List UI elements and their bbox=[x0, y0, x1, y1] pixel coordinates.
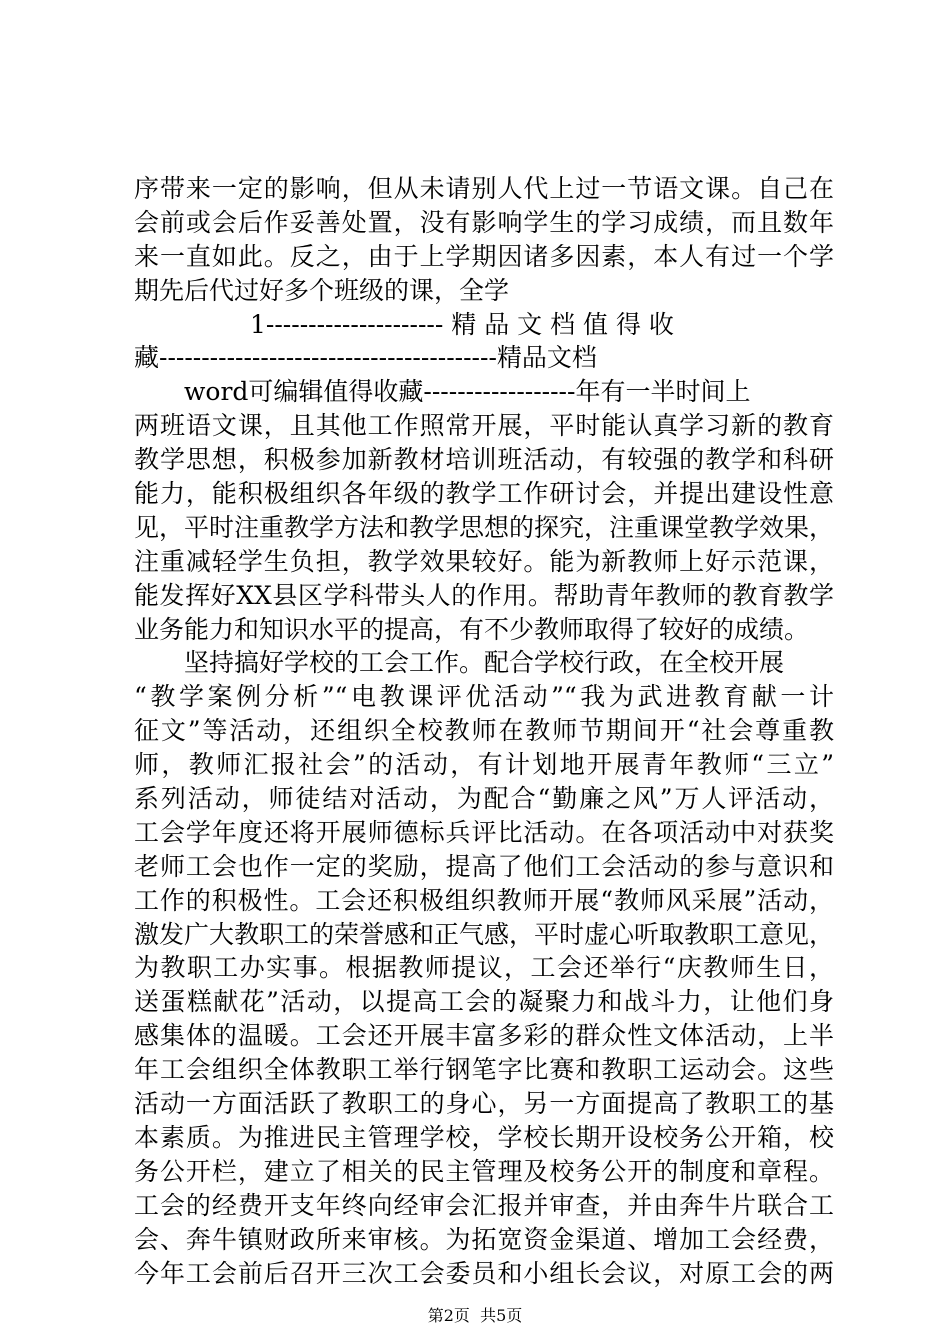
text-line: 师，教师汇报社会”的活动，有计划地开展青年教师“三立” bbox=[134, 750, 834, 780]
text-line: 工会的经费开支年终向经审会汇报并审查，并由奔牛片联合工 bbox=[134, 1190, 834, 1220]
text-line: 年工会组织全体教职工举行钢笔字比赛和教职工运动会。这些 bbox=[134, 1055, 834, 1085]
text-line: 见，平时注重教学方法和教学思想的探究，注重课堂教学效果， bbox=[134, 512, 834, 542]
text-line: 会前或会后作妥善处置，没有影响学生的学习成绩，而且数年 bbox=[134, 207, 834, 237]
text-line: 本素质。为推进民主管理学校，学校长期开设校务公开箱，校 bbox=[134, 1122, 834, 1152]
text-line: 感集体的温暖。工会还开展丰富多彩的群众性文体活动，上半 bbox=[134, 1021, 834, 1051]
text-line: 期先后代过好多个班级的课，全学 bbox=[134, 275, 510, 305]
text-line: word可编辑值得收藏------------------年有一半时间上 bbox=[184, 377, 751, 407]
text-line: 会、奔牛镇财政所来审核。为拓宽资金渠道、增加工会经费， bbox=[134, 1224, 834, 1254]
text-line: 两班语文课，且其他工作照常开展，平时能认真学习新的教育 bbox=[134, 411, 834, 441]
text-line: 能发挥好XX县区学科带头人的作用。帮助青年教师的教育教学 bbox=[134, 580, 834, 610]
text-line: 注重减轻学生负担，教学效果较好。能为新教师上好示范课， bbox=[134, 546, 834, 576]
text-line: 征文”等活动，还组织全校教师在教师节期间开“社会尊重教 bbox=[134, 716, 834, 746]
text-line: 序带来一定的影响，但从未请别人代上过一节语文课。自己在 bbox=[134, 174, 834, 203]
text-line: 教学思想，积极参加新教材培训班活动，有较强的教学和科研 bbox=[134, 445, 834, 475]
text-line: 为教职工办实事。根据教师提议，工会还举行“庆教师生日， bbox=[134, 953, 834, 983]
text-line: 系列活动，师徒结对活动，为配合“勤廉之风”万人评活动， bbox=[134, 784, 834, 814]
text-line: 激发广大教职工的荣誉感和正气感，平时虚心听取教职工意见， bbox=[134, 919, 834, 949]
text-line: 老师工会也作一定的奖励，提高了他们工会活动的参与意识和 bbox=[134, 851, 834, 881]
text-line: 今年工会前后召开三次工会委员和小组长会议，对原工会的两 bbox=[134, 1258, 834, 1288]
text-line: 工会学年度还将开展师德标兵评比活动。在各项活动中对获奖 bbox=[134, 817, 834, 847]
text-line: 务公开栏，建立了相关的民主管理及校务公开的制度和章程。 bbox=[134, 1156, 834, 1186]
text-line: 来一直如此。反之，由于上学期因诸多因素，本人有过一个学 bbox=[134, 241, 834, 271]
text-line: 业务能力和知识水平的提高，有不少教师取得了较好的成绩。 bbox=[134, 614, 810, 644]
text-line: 活动一方面活跃了教职工的身心，另一方面提高了教职工的基 bbox=[134, 1089, 834, 1119]
text-line: 藏----------------------------------------精品文档 bbox=[134, 343, 597, 373]
text-line: 1--------------------- 精 品 文 档 值 得 收 bbox=[250, 309, 674, 339]
text-line: 送蛋糕献花”活动，以提高工会的凝聚力和战斗力，让他们身 bbox=[134, 987, 834, 1017]
text-line: 工作的积极性。工会还积极组织教师开展“教师风采展”活动， bbox=[134, 885, 834, 915]
paragraph-start-line: 坚持搞好学校的工会工作。配合学校行政，在全校开展 bbox=[184, 648, 785, 678]
text-line: 能力，能积极组织各年级的教学工作研讨会，并提出建设性意 bbox=[134, 479, 834, 509]
body-text bbox=[134, 172, 834, 1290]
page-number-footer: 第2页 共5页 bbox=[427, 1306, 523, 1325]
text-line: “教学案例分析”“电教课评优活动”“我为武进教育献一计 bbox=[134, 682, 834, 712]
